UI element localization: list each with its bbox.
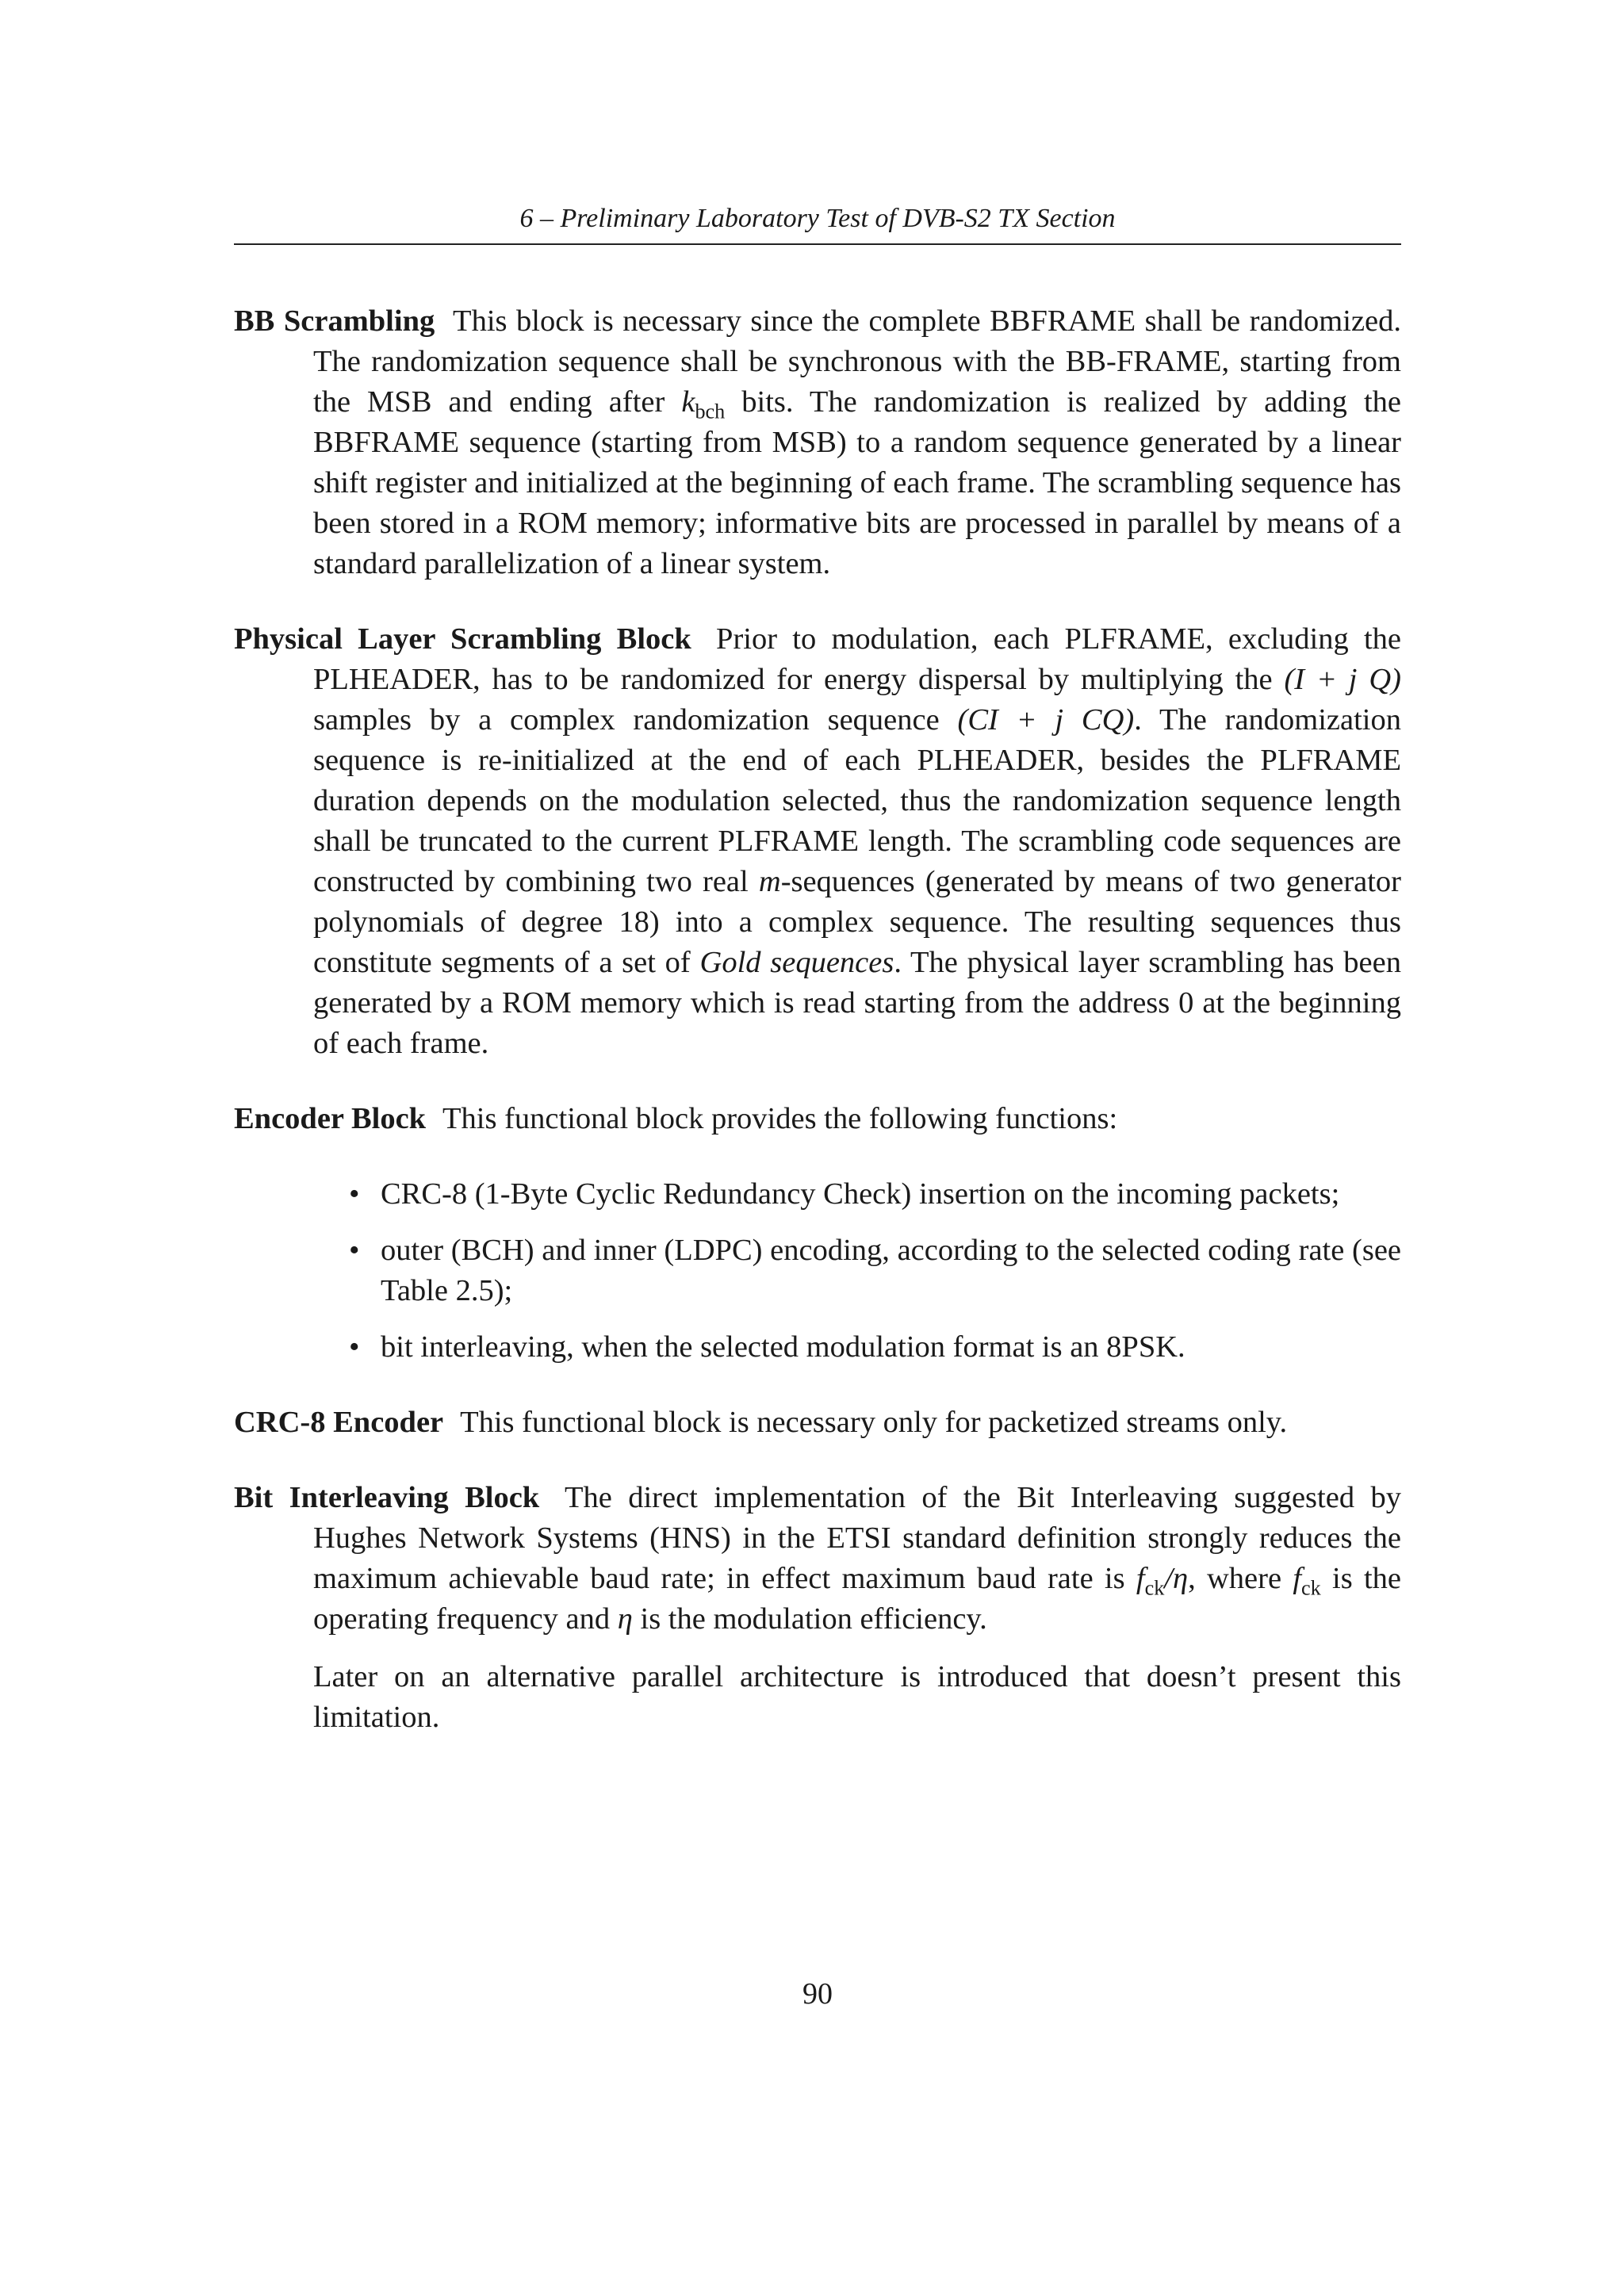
k-subscript: bch [695, 400, 726, 423]
pl-scrambling-text-e: . The physical layer scrambling has been generated by a ROM memory which is read starting from the address 0 at the beginning of each frame. [313, 946, 1401, 1060]
entry-bit-interleaving [234, 1478, 1401, 1640]
f-subscript: ck [1301, 1576, 1321, 1600]
list-item [349, 1230, 1401, 1311]
bb-scrambling-text-b: bits. The randomization is realized by adding the BBFRAME sequence (starting from MSB) to a random sequence generated by a linear shift register and initialized at the beginning of each frame. The scrambling sequence has been stored in a ROM memory; informative bits are processed in parallel by means of a standard parallelization of a linear system. [313, 385, 1401, 580]
bullet-icon: • [349, 1234, 360, 1267]
crc8-text: This functional block is necessary only for packetized streams only. [460, 1406, 1288, 1439]
page-number: 90 [802, 1977, 833, 2011]
term-encoder: Encoder Block [234, 1102, 427, 1135]
running-header: 6 – Preliminary Laboratory Test of DVB-S2 TX Section [519, 204, 1116, 233]
list-item [349, 1174, 1401, 1215]
list-item-text: CRC-8 (1-Byte Cyclic Redundancy Check) insertion on the incoming packets; [381, 1177, 1340, 1211]
pl-scrambling-text-b: samples by a complex randomization sequence [313, 703, 958, 737]
entry-crc8 [234, 1402, 1401, 1443]
iq-expression: (I + j Q) [1284, 663, 1401, 696]
encoder-text: This functional block provides the following functions: [442, 1102, 1118, 1135]
entry-bb-scrambling [234, 301, 1401, 584]
list-item [349, 1327, 1401, 1368]
bit-interleaving-text-d: is the modulation efficiency. [632, 1602, 987, 1636]
term-pl-scrambling: Physical Layer Scrambling Block [234, 622, 691, 656]
bit-interleaving-paragraph-2: Later on an alternative parallel architecture is introduced that doesn’t present this limitation. [313, 1660, 1401, 1734]
m-symbol: m [758, 865, 781, 898]
term-bb-scrambling: BB Scrambling [234, 304, 435, 338]
bullet-icon: • [349, 1330, 360, 1364]
gold-sequences-term: Gold sequences [699, 946, 894, 979]
ciq-expression: (CI + j CQ) [957, 703, 1135, 737]
slash-eta: /η [1164, 1562, 1189, 1595]
k-symbol: k [681, 385, 695, 419]
body-text [234, 301, 1401, 1738]
bullet-icon: • [349, 1177, 360, 1211]
pl-scrambling-text-c: . The randomization sequence is re-initialized at the end of each PLHEADER, besides the PLFRAME duration depends on the modulation selected, thus the randomization sequence length shall be truncated to the current PLFRAME length. The scrambling code sequences are constructed by combining two real [313, 703, 1402, 898]
term-crc8: CRC-8 Encoder [234, 1406, 444, 1439]
eta-symbol: η [617, 1602, 633, 1636]
entry-pl-scrambling [234, 619, 1401, 1064]
f-subscript: ck [1144, 1576, 1165, 1600]
list-item-text: outer (BCH) and inner (LDPC) encoding, according to the selected coding rate (see Table 2.5); [381, 1234, 1401, 1307]
term-bit-interleaving: Bit Interleaving Block [234, 1481, 540, 1514]
f-symbol: f [1293, 1562, 1302, 1595]
bit-interleaving-text-c: is the operating frequency and [313, 1562, 1401, 1636]
pl-scrambling-text-d: -sequences (generated by means of two generator polynomials of degree 18) into a complex sequence. The resulting sequences thus constitute segments of a set of [313, 865, 1401, 979]
header-rule [234, 243, 1401, 245]
bit-interleaving-text-a: The direct implementation of the Bit Interleaving suggested by Hughes Network Systems (HNS) in the ETSI standard definition strongly reduces the maximum achievable baud rate; in effect maximum baud rate is [313, 1481, 1401, 1595]
pl-scrambling-text-a: Prior to modulation, each PLFRAME, excluding the PLHEADER, has to be randomized for energy dispersal by multiplying the [313, 622, 1401, 696]
encoder-function-list [234, 1174, 1401, 1368]
bit-interleaving-text-b: , where [1188, 1562, 1293, 1595]
list-item-text: bit interleaving, when the selected modulation format is an 8PSK. [381, 1330, 1185, 1364]
bb-scrambling-text-a: This block is necessary since the complete BBFRAME shall be randomized. The randomization sequence shall be synchronous with the BB-FRAME, starting from the MSB and ending after [313, 304, 1401, 419]
entry-encoder [234, 1099, 1401, 1139]
f-symbol: f [1136, 1562, 1145, 1595]
